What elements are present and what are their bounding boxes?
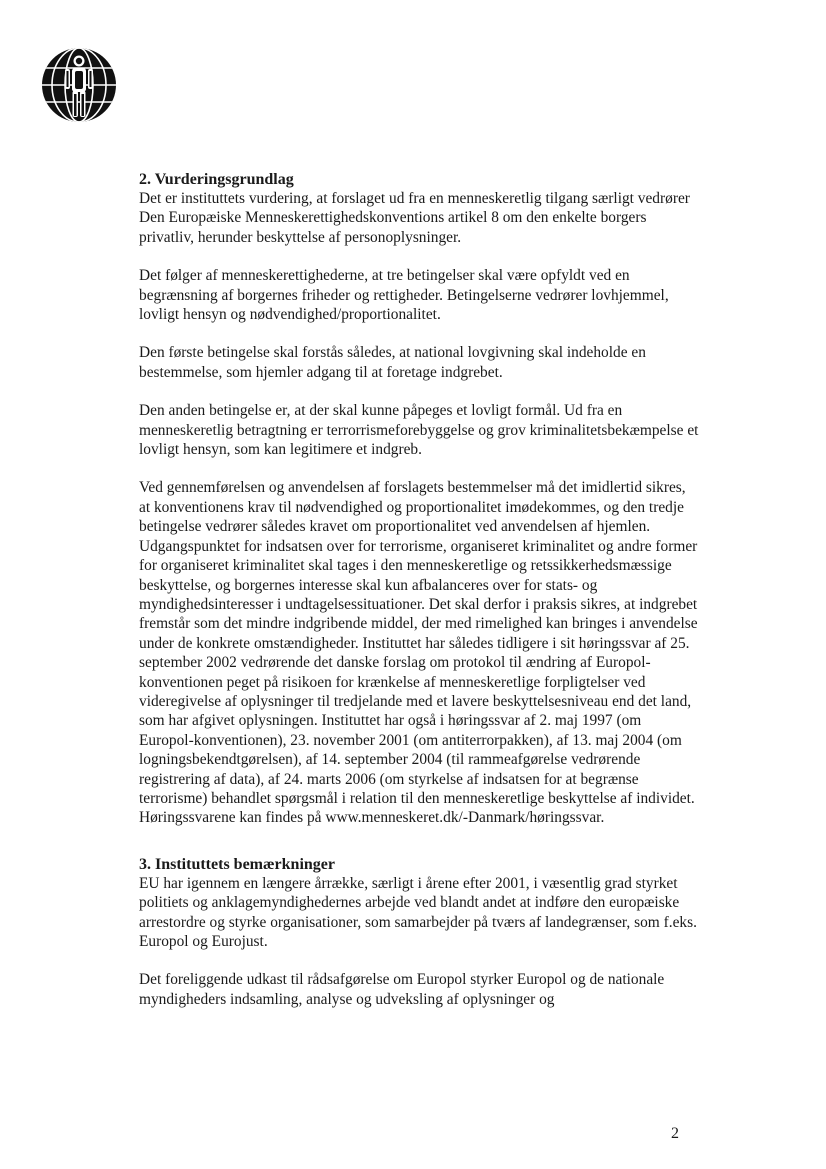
section-vurderingsgrundlag — [139, 170, 699, 828]
section-instituttets-bemaerkninger — [139, 855, 699, 1009]
paragraph: Det foreliggende udkast til rådsafgørelse om Europol styrker Europol og de nationale myndigheders indsamling, analyse og udveksling af oplysninger og — [139, 971, 665, 1008]
page-number: 2 — [671, 1125, 679, 1142]
section-heading: 2. Vurderingsgrundlag — [139, 171, 294, 188]
document-body — [139, 170, 699, 1009]
section-heading: 3. Instituttets bemærkninger — [139, 855, 335, 873]
paragraph: Det er instituttets vurdering, at forslaget ud fra en menneskeretlig tilgang særligt vedrører Den Europæiske Menneskerettighedskonventions artikel 8 om den enkelte borgers privatliv, herunder beskyttelse af personoplysninger. — [139, 190, 690, 246]
paragraph: Den første betingelse skal forstås således, at national lovgivning skal indeholde en bestemmelse, som hjemler adgang til at foretage indgrebet. — [139, 344, 646, 381]
paragraph: Den anden betingelse er, at der skal kunne påpeges et lovligt formål. Ud fra en menneskeretlig betragtning er terrorrismeforebyggelse og grov kriminalitetsbekæmpelse et lovligt hensyn, som kan legitimere et indgreb. — [139, 402, 699, 459]
paragraph: EU har igennem en længere årrække, særligt i årene efter 2001, i væsentlig grad styrket politiets og anklagemyndighedernes arbejde ved blandt andet at indføre den europæiske arrestordre og styrke organisationer, som samarbejder på tværs af landegrænser, som f.eks. Europol og Eurojust. — [139, 874, 697, 950]
paragraph: Det følger af menneskerettighederne, at tre betingelser skal være opfyldt ved en begrænsning af borgernes friheder og rettigheder. Betingelserne vedrører lovhjemmel, lovligt hensyn og nødvendighed/proportionalitet. — [139, 267, 669, 324]
paragraph: Ved gennemførelsen og anvendelsen af forslagets bestemmelser må det imidlertid sikres, at konventionens krav til nødvendighed og proportionalitet imødekommes, og den tredje betingelse vedrører således kravet om proportionalitet ved anvendelsen af hjemlen. Udgangspunktet for indsatsen over for terrorisme, organiseret kriminalitet og andre former for organiseret kriminalitet skal tages i den menneskeretlige og retssikkerhedsmæssige beskyttelse, og borgernes interesse skal kun afbalanceres over for stats- og myndighedsinteresser i undtagelsessituationer. Det skal derfor i praksis sikres, at indgrebet fremstår som det mindre indgribende middel, der med rimelighed kan bringes i anvendelse under de konkrete omstændigheder. Instituttet har således tidligere i sit høringssvar af 25. september 2002 vedrørende det danske forslag om protokol til ændring af Europol-konventionen peget på risikoen for krænkelse af menneskeretlige forpligtelser ved videregivelse af oplysninger til tredjelande med et lavere beskyttelsesniveau end det land, som har afgivet oplysningen. Instituttet har også i høringssvar af 2. maj 1997 (om Europol-konventionen), 23. november 2001 (om antiterrorpakken), af 13. maj 2004 (om logningsbekendtgørelsen), af 14. september 2004 (til rammeafgørelse vedrørende registrering af data), af 24. marts 2006 (om styrkelse af indsatsen for at begrænse terrorisme) behandlet spørgsmål i relation til den menneskeretlige beskyttelse af individet. Høringssvarene kan findes på www.menneskeret.dk/-Danmark/høringssvar. — [139, 479, 698, 827]
human-figure-globe-icon — [40, 46, 118, 124]
